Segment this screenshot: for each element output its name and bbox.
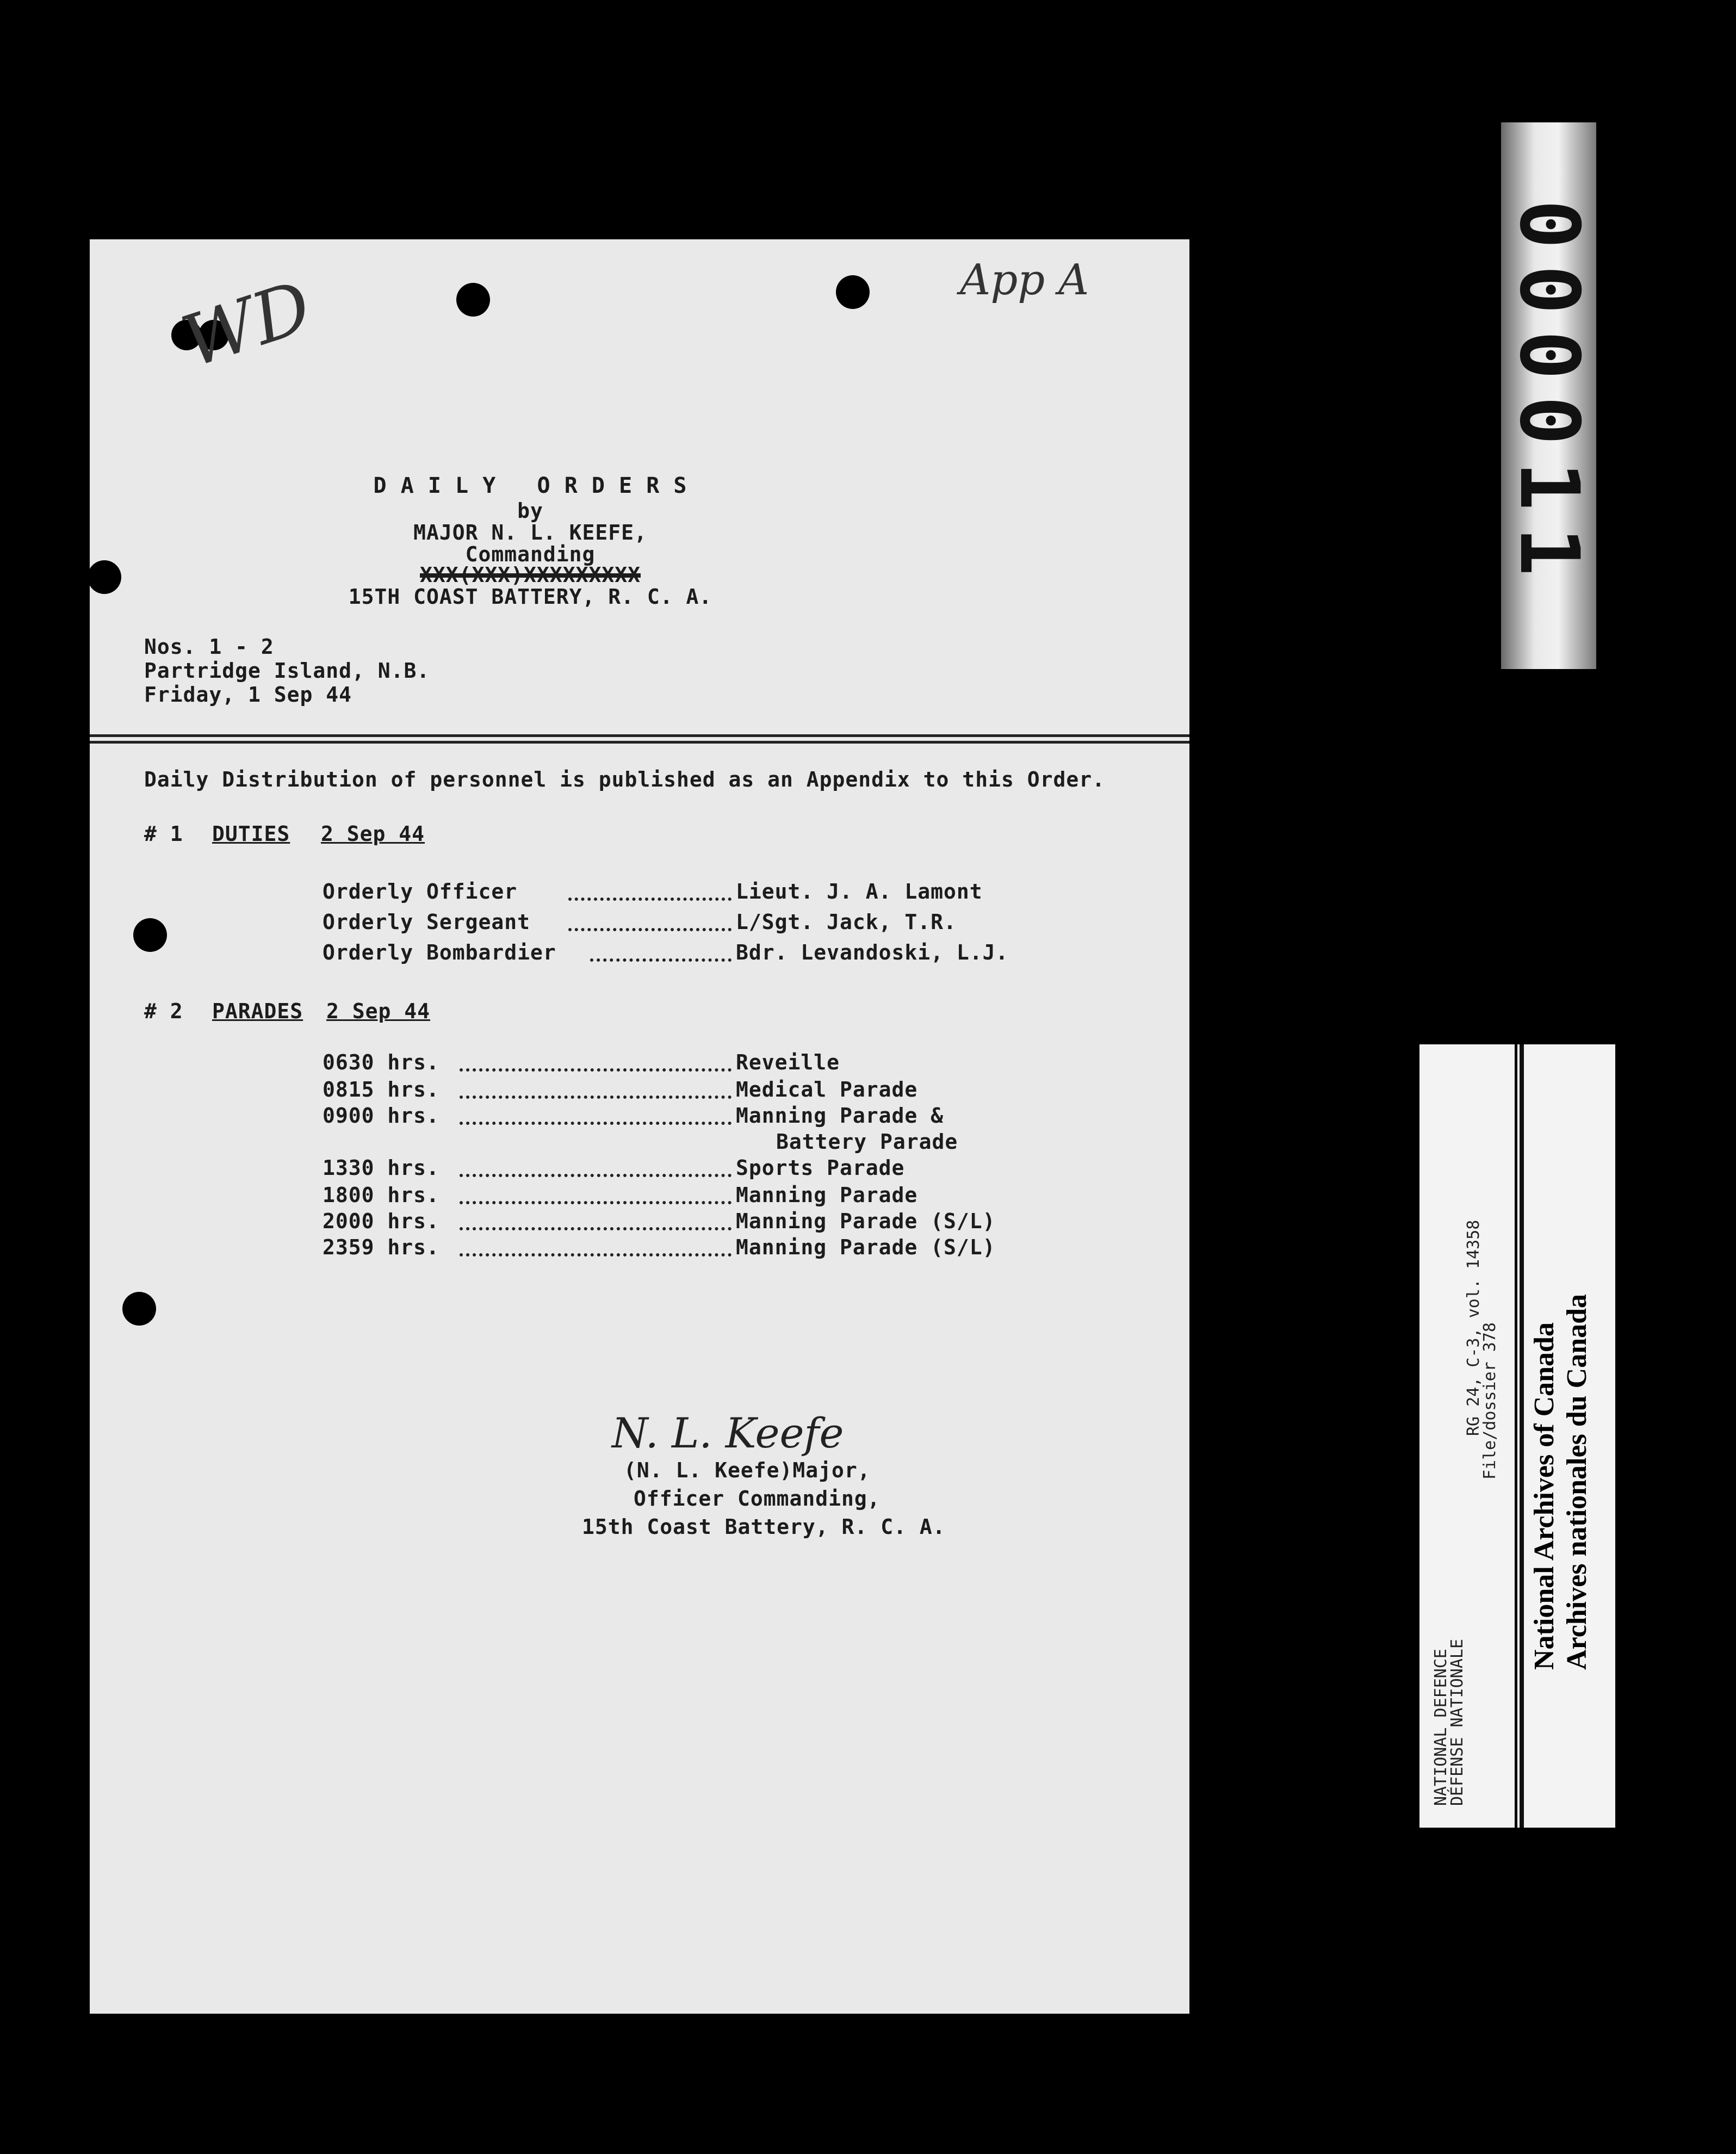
dot-leader [590,958,731,962]
section-date: 2 Sep 44 [321,822,425,846]
dot-leader [568,928,731,931]
dot-leader [460,1095,731,1099]
punch-hole [133,918,167,952]
archives-name-en: National Archives of Canada [1529,1322,1560,1670]
order-location: Partridge Island, N.B. [144,659,430,683]
section-number: # 2 [144,999,183,1023]
reference-line-1: RG 24, C-3, vol. 14358 [1464,1220,1483,1436]
microfilm-frame-number [1501,122,1596,669]
dot-leader [460,1201,731,1204]
parade-time: 0630 hrs. [323,1050,439,1074]
parade-event: Reveille [736,1050,840,1074]
parade-event: Manning Parade [736,1183,918,1207]
parade-time: 2359 hrs. [323,1235,439,1259]
intro-text: Daily Distribution of personnel is published as an Appendix to this Order. [144,767,1105,791]
signature-name: (N. L. Keefe)Major, [624,1458,871,1482]
parade-time: 1800 hrs. [323,1183,439,1207]
dot-leader [568,898,731,901]
section-heading-parades: PARADES [212,999,303,1023]
handwritten-annotation-wd: WD [172,264,321,384]
section-heading-duties: DUTIES [212,822,290,846]
parade-event: Medical Parade [736,1078,918,1101]
archives-name-fr: Archives nationales du Canada [1561,1293,1592,1670]
frame-number-text: 000011 [1501,199,1596,592]
parade-event: Manning Parade (S/L) [736,1235,996,1259]
section-number: # 1 [144,822,183,846]
duty-label: Orderly Officer [323,880,518,903]
duty-value: Lieut. J. A. Lamont [736,880,983,903]
parade-event: Manning Parade & [736,1104,944,1128]
duty-value: L/Sgt. Jack, T.R. [736,910,957,934]
dot-leader [460,1227,731,1230]
header-struck-line: XXX(XXX)XXXXXXXXX [420,563,641,587]
parade-time: 0815 hrs. [323,1078,439,1101]
parade-time: 2000 hrs. [323,1209,439,1233]
document-page [90,239,1189,2014]
punch-hole [456,283,490,317]
archive-label-card [1517,1044,1615,1828]
order-numbers: Nos. 1 - 2 [144,635,274,659]
dot-leader [460,1174,731,1177]
header-by: by [517,499,543,523]
parade-time: 0900 hrs. [323,1104,439,1128]
document-title: D A I L Y O R D E R S [373,473,687,498]
divider-line [90,734,1189,737]
handwritten-signature: N. L. Keefe [612,1409,844,1457]
signature-unit: 15th Coast Battery, R. C. A. [582,1515,946,1539]
reference-line-2: File/dossier 378 [1480,1322,1499,1480]
card-border [1520,1044,1524,1828]
archive-reference-card [1419,1044,1515,1828]
parade-event: Battery Parade [776,1130,958,1154]
duty-label: Orderly Sergeant [323,910,531,934]
header-unit: 15TH COAST BATTERY, R. C. A. [348,585,712,609]
parade-event: Manning Parade (S/L) [736,1209,996,1233]
signature-title: Officer Commanding, [634,1487,881,1511]
punch-hole [836,275,870,309]
duty-value: Bdr. Levandoski, L.J. [736,940,1009,964]
dept-line-2: DÉFENSE NATIONALE [1448,1638,1467,1806]
dept-line-1: NATIONAL DEFENCE [1431,1649,1450,1806]
handwritten-annotation-app-a: App A [960,256,1089,305]
dot-leader [460,1253,731,1256]
order-date: Friday, 1 Sep 44 [144,683,352,707]
parade-event: Sports Parade [736,1156,905,1180]
header-commander: MAJOR N. L. KEEFE, [413,521,647,544]
divider-line [90,741,1189,744]
dot-leader [460,1068,731,1072]
duty-label: Orderly Bombardier [323,940,556,964]
dot-leader [460,1122,731,1125]
section-date: 2 Sep 44 [326,999,431,1023]
parade-time: 1330 hrs. [323,1156,439,1180]
header-role: Commanding [465,542,596,566]
punch-hole [122,1292,156,1326]
